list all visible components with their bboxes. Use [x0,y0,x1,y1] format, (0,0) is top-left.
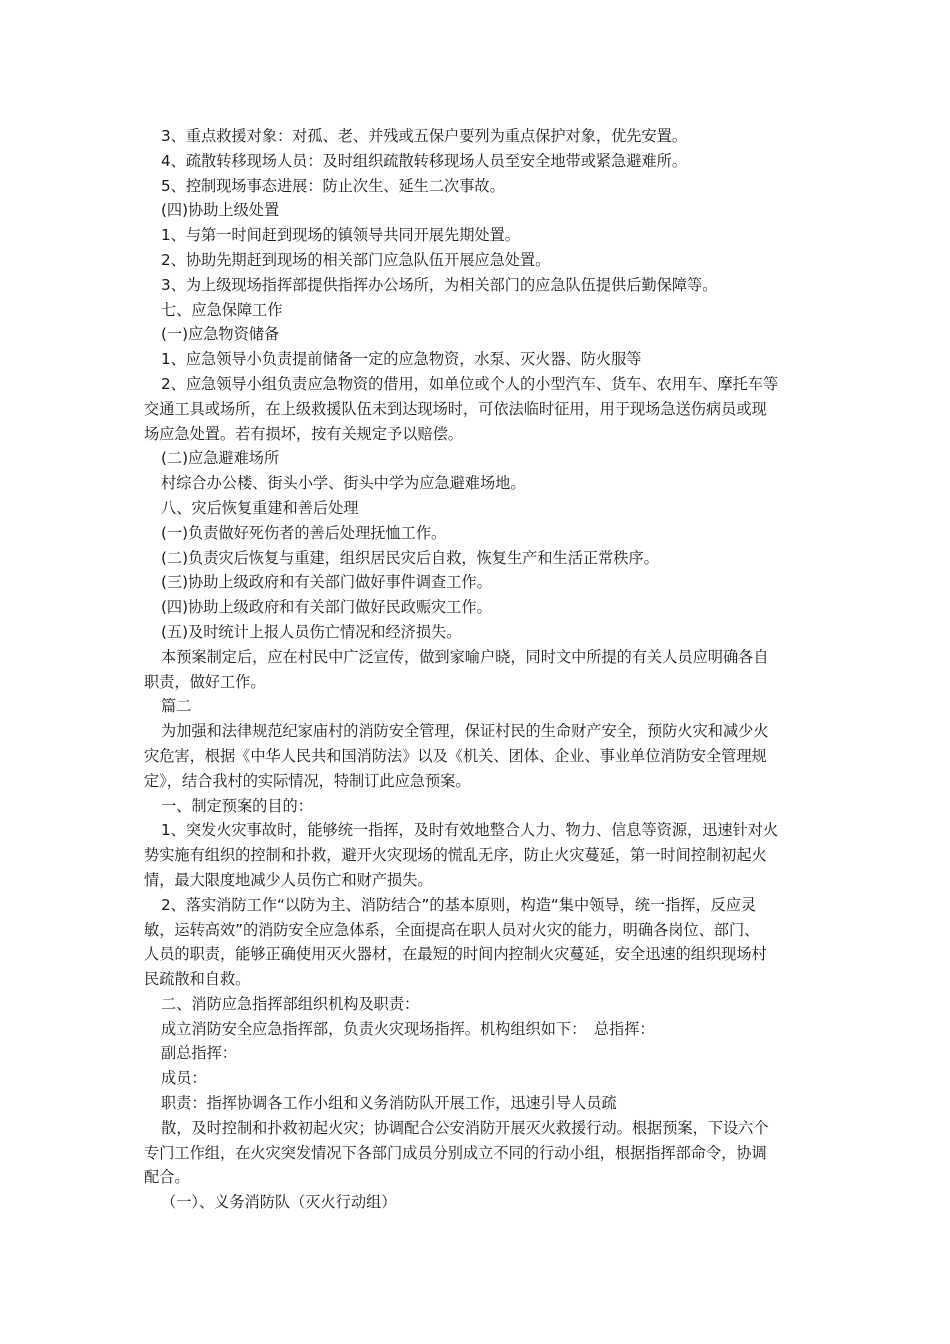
document-line: 民疏散和自救。 [144,970,251,989]
document-line: 散，及时控制和扑救初起火灾；协调配合公安消防开展灭火救援行动。根据预案，下设六个 [161,1118,769,1137]
document-line: (一)应急物资储备 [161,325,280,344]
document-line: 二、消防应急指挥部组织机构及职责： [161,994,420,1013]
document-line: （一）、义务消防队（灭火行动组） [161,1193,397,1212]
document-line: 本预案制定后，应在村民中广泛宣传，做到家喻户晓，同时文中所提的有关人员应明确各自 [161,647,769,666]
document-line: 1、应急领导小负责提前储备一定的应急物资，水泵、灭火器、防火服等 [161,350,642,369]
document-line: 2、落实消防工作“以防为主、消防结合”的基本原则，构造“集中领导，统一指挥，反应灵 [161,895,757,914]
document-line: 副总指挥： [161,1044,237,1063]
document-line: 5、控制现场事态进展：防止次生、延生二次事故。 [161,176,505,195]
document-line: 情，最大限度地减少人员伤亡和财产损失。 [144,870,433,889]
document-line: 定》，结合我村的实际情况，特制订此应急预案。 [144,771,471,790]
document-line: 村综合办公楼、街头小学、街头中学为应急避难场地。 [161,474,526,493]
document-line: 专门工作组，在火灾突发情况下各部门成员分别成立不同的行动小组，根据指挥部命令，协调 [144,1143,767,1162]
document-line: (四)协助上级政府和有关部门做好民政赈灾工作。 [161,598,492,617]
document-line: 为加强和法律规范纪家庙村的消防安全管理，保证村民的生命财产安全，预防火灾和减少火 [161,722,769,741]
document-line: 交通工具或场所，在上级救援队伍未到达现场时，可依法临时征用，用于现场急送伤病员或现 [144,399,767,418]
document-line: 3、为上级现场指挥部提供指挥办公场所，为相关部门的应急队伍提供后勤保障等。 [161,275,718,294]
document-line: 八、灾后恢复重建和善后处理 [161,498,359,517]
document-line: 灾危害，根据《中华人民共和国消防法》以及《机关、团体、企业、事业单位消防安全管理规 [144,746,767,765]
document-line: 1、突发火灾事故时，能够统一指挥，及时有效地整合人力、物力、信息等资源，迅速针对火 [161,821,779,840]
document-line: (四)协助上级处置 [161,201,280,220]
document-line: (二)负责灾后恢复与重建，组织居民灾后自救，恢复生产和生活正常秩序。 [161,548,659,567]
document-line: 七、应急保障工作 [161,300,283,319]
document-body [144,124,808,1215]
document-line: 一、制定预案的目的： [161,796,313,815]
document-line: 4、疏散转移现场人员：及时组织疏散转移现场人员至安全地带或紧急避难所。 [161,151,688,170]
document-line: (一)负责做好死伤者的善后处理抚恤工作。 [161,523,447,542]
document-line: 势实施有组织的控制和扑救，避开火灾现场的慌乱无序，防止火灾蔓延，第一时间控制初起火 [144,846,767,865]
document-line: 3、重点救援对象：对孤、老、并残或五保户要列为重点保护对象，优先安置。 [161,127,688,145]
document-line: (二)应急避难场所 [161,449,280,468]
document-line: 成立消防安全应急指挥部，负责火灾现场指挥。机构组织如下： 总指挥： [161,1019,655,1038]
document-line: 人员的职责，能够正确使用灭火器材，在最短的时间内控制火灾蔓延，安全迅速的组织现场村 [144,945,767,964]
document-line: (五)及时统计上报人员伤亡情况和经济损失。 [161,622,462,641]
document-line: 职责：指挥协调各工作小组和义务消防队开展工作，迅速引导人员疏 [161,1094,617,1113]
document-line: 配合。 [144,1168,190,1187]
document-line: (三)协助上级政府和有关部门做好事件调查工作。 [161,573,492,592]
document-line: 篇二 [161,697,192,716]
document-line: 1、与第一时间赶到现场的镇领导共同开展先期处置。 [161,226,520,245]
document-line: 2、应急领导小组负责应急物资的借用，如单位或个人的小型汽车、货车、农用车、摩托车等 [161,374,779,393]
document-line: 场应急处置。若有损坏，按有关规定予以赔偿。 [144,424,463,443]
document-line: 成员： [161,1069,207,1088]
document-line: 敏，运转高效”的消防安全应急体系，全面提高在职人员对火灾的能力，明确各岗位、部门、 [144,920,760,939]
document-line: 2、协助先期赶到现场的相关部门应急队伍开展应急处置。 [161,250,551,269]
document-line: 职责，做好工作。 [144,672,266,691]
